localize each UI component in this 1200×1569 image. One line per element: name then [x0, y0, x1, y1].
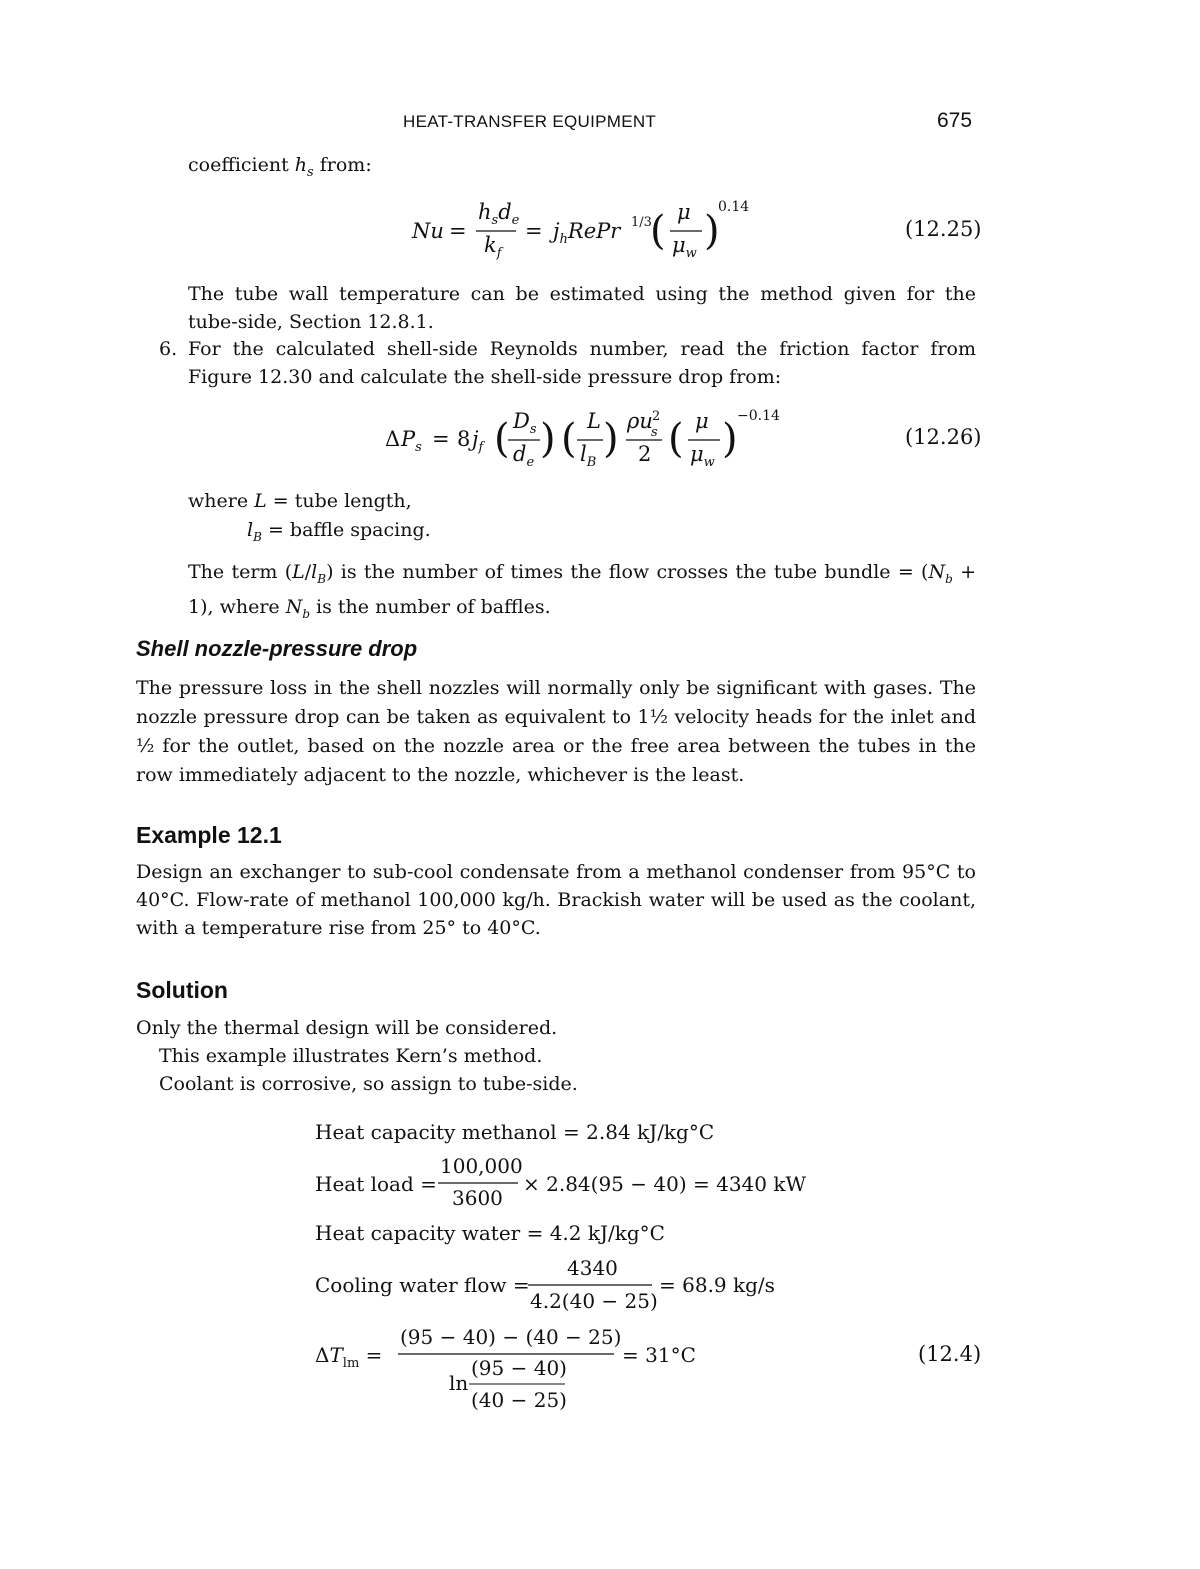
svg-text:=: = [449, 219, 467, 243]
svg-text:(: ( [668, 416, 684, 462]
equation-12-26-graphic [0, 0, 1200, 500]
svg-text:ρu: ρu [627, 409, 653, 433]
svg-text:Ps: $P_s$ [401, 427, 422, 455]
definition-tube-length: = tube length, [272, 490, 412, 512]
svg-text:kf: $k_f$ [484, 233, 502, 261]
equation-number-12-25: (12.25) [905, 217, 982, 241]
term-paragraph: The term $(L/l_B)$ is the number of times the flow crosses the tube bundle = $(N_b + 1)$, where $N_b$ is the number of baffles. [188, 561, 976, 621]
svg-text:): ) [540, 416, 556, 462]
svg-text:(40 − 25): (40 − 25) [471, 1388, 567, 1412]
svg-text:=: = [525, 219, 543, 243]
where-definition-length [188, 487, 412, 515]
svg-text:3600: 3600 [452, 1186, 503, 1210]
svg-text:Heat load =: Heat load = [315, 1172, 437, 1196]
svg-text:jf: $j_f$ [472, 427, 484, 455]
svg-text:): ) [704, 208, 720, 254]
symbol-lB: $l_B$ [247, 519, 262, 544]
svg-text:Cooling water flow =: Cooling water flow = [315, 1273, 530, 1297]
example-paragraph: Design an exchanger to sub-cool condensate from a methanol condenser from 95°C to 40°C. Flow-rate of methanol 100,000 kg/h. Brackish water will be used as the coolant, with a temperature rise from 25° to 40°C. [136, 861, 976, 939]
svg-text:2: 2 [652, 409, 661, 424]
svg-text:100,000: 100,000 [440, 1154, 523, 1178]
solution-line-2: This example illustrates Kern’s method. [159, 1045, 543, 1067]
svg-text:= 68.9 kg/s: = 68.9 kg/s [659, 1273, 775, 1297]
example-heading: Example 12.1 [136, 822, 282, 848]
svg-text:μ: μ [677, 200, 691, 224]
running-header: HEAT-TRANSFER EQUIPMENT [403, 112, 657, 131]
where-word: where [188, 490, 249, 512]
symbol-L: L [254, 490, 267, 512]
section-heading-shell-nozzle: Shell nozzle-pressure drop [136, 636, 418, 661]
calc-heat-capacity-water: Heat capacity water = 4.2 kJ/kg°C [315, 1221, 665, 1245]
equation-number-12-4: (12.4) [918, 1342, 982, 1366]
svg-text:Nu: Nu [412, 219, 444, 243]
svg-text:(95 − 40): (95 − 40) [471, 1356, 567, 1380]
svg-text:2: 2 [638, 442, 652, 466]
svg-text:lB: $l_B$ [580, 442, 597, 470]
svg-text:(: ( [650, 208, 666, 254]
shell-nozzle-paragraph: The pressure loss in the shell nozzles will normally only be significant with gases. The nozzle pressure drop can be taken as equivalent to 1½ velocity heads for the inlet and ½ for the outlet, based on the nozzle area or the free area between the tubes in the row immediately adjacent to the nozzle, whichever is the least. [136, 677, 976, 786]
svg-text:μw: $\mu_w$ [672, 233, 697, 261]
svg-text:ln: ln [449, 1371, 469, 1395]
calc-heat-capacity-methanol: Heat capacity methanol = 2.84 kJ/kg°C [315, 1120, 715, 1144]
svg-text:(: ( [561, 416, 577, 462]
where-definition-baffle [247, 516, 431, 551]
svg-text:4340: 4340 [567, 1256, 618, 1280]
svg-text:μ: μ [695, 409, 709, 433]
intro-line: coefficient $h_s$ from: [188, 154, 372, 180]
svg-text:Ds: $D_s$ [513, 409, 537, 437]
svg-text:μw: $\mu_w$ [690, 442, 715, 470]
svg-text:de: $d_e$ [513, 442, 535, 470]
svg-text:(95 − 40) − (40 − 25): (95 − 40) − (40 − 25) [400, 1325, 622, 1349]
svg-text:−0.14: −0.14 [737, 408, 780, 424]
svg-text:ΔTlm =: $\Delta T_{lm}$ = [315, 1343, 383, 1371]
svg-text:): ) [603, 416, 619, 462]
definition-baffle-spacing: = baffle spacing. [267, 519, 431, 541]
wall-temperature-text: The tube wall temperature can be estimated using the method given for the tube-side, Section 12.8.1. [188, 283, 976, 333]
solution-line-3: Coolant is corrosive, so assign to tube-side. [159, 1073, 578, 1095]
step-number: 6. [159, 338, 178, 360]
svg-text:1/3: 1/3 [631, 215, 652, 230]
svg-text:4.2(40 − 25): 4.2(40 − 25) [530, 1289, 658, 1313]
svg-text:(: ( [494, 416, 510, 462]
svg-text:L: L [587, 409, 601, 433]
page-number: 675 [937, 109, 973, 132]
svg-text:8: 8 [457, 427, 471, 451]
svg-text:): ) [722, 416, 738, 462]
svg-text:× 2.84(95 − 40) = 4340 kW: × 2.84(95 − 40) = 4340 kW [523, 1172, 807, 1196]
svg-text:=: = [432, 427, 450, 451]
step-6-text: For the calculated shell-side Reynolds number, read the friction factor from Figure 12.30 and calculate the shell-side pressure drop from: [188, 338, 976, 388]
equation-number-12-26: (12.26) [905, 425, 982, 449]
solution-heading: Solution [136, 977, 228, 1003]
svg-text:jhRePr: $j_hRePr$ [553, 219, 621, 247]
solution-line-1: Only the thermal design will be considered. [136, 1017, 558, 1039]
svg-text:s: s [651, 425, 658, 440]
svg-text:hsde: $h_sd_e$ [478, 200, 520, 228]
svg-text:= 31°C: = 31°C [622, 1343, 696, 1367]
svg-text:0.14: 0.14 [718, 199, 750, 215]
svg-text:Δ: Δ [385, 427, 401, 451]
